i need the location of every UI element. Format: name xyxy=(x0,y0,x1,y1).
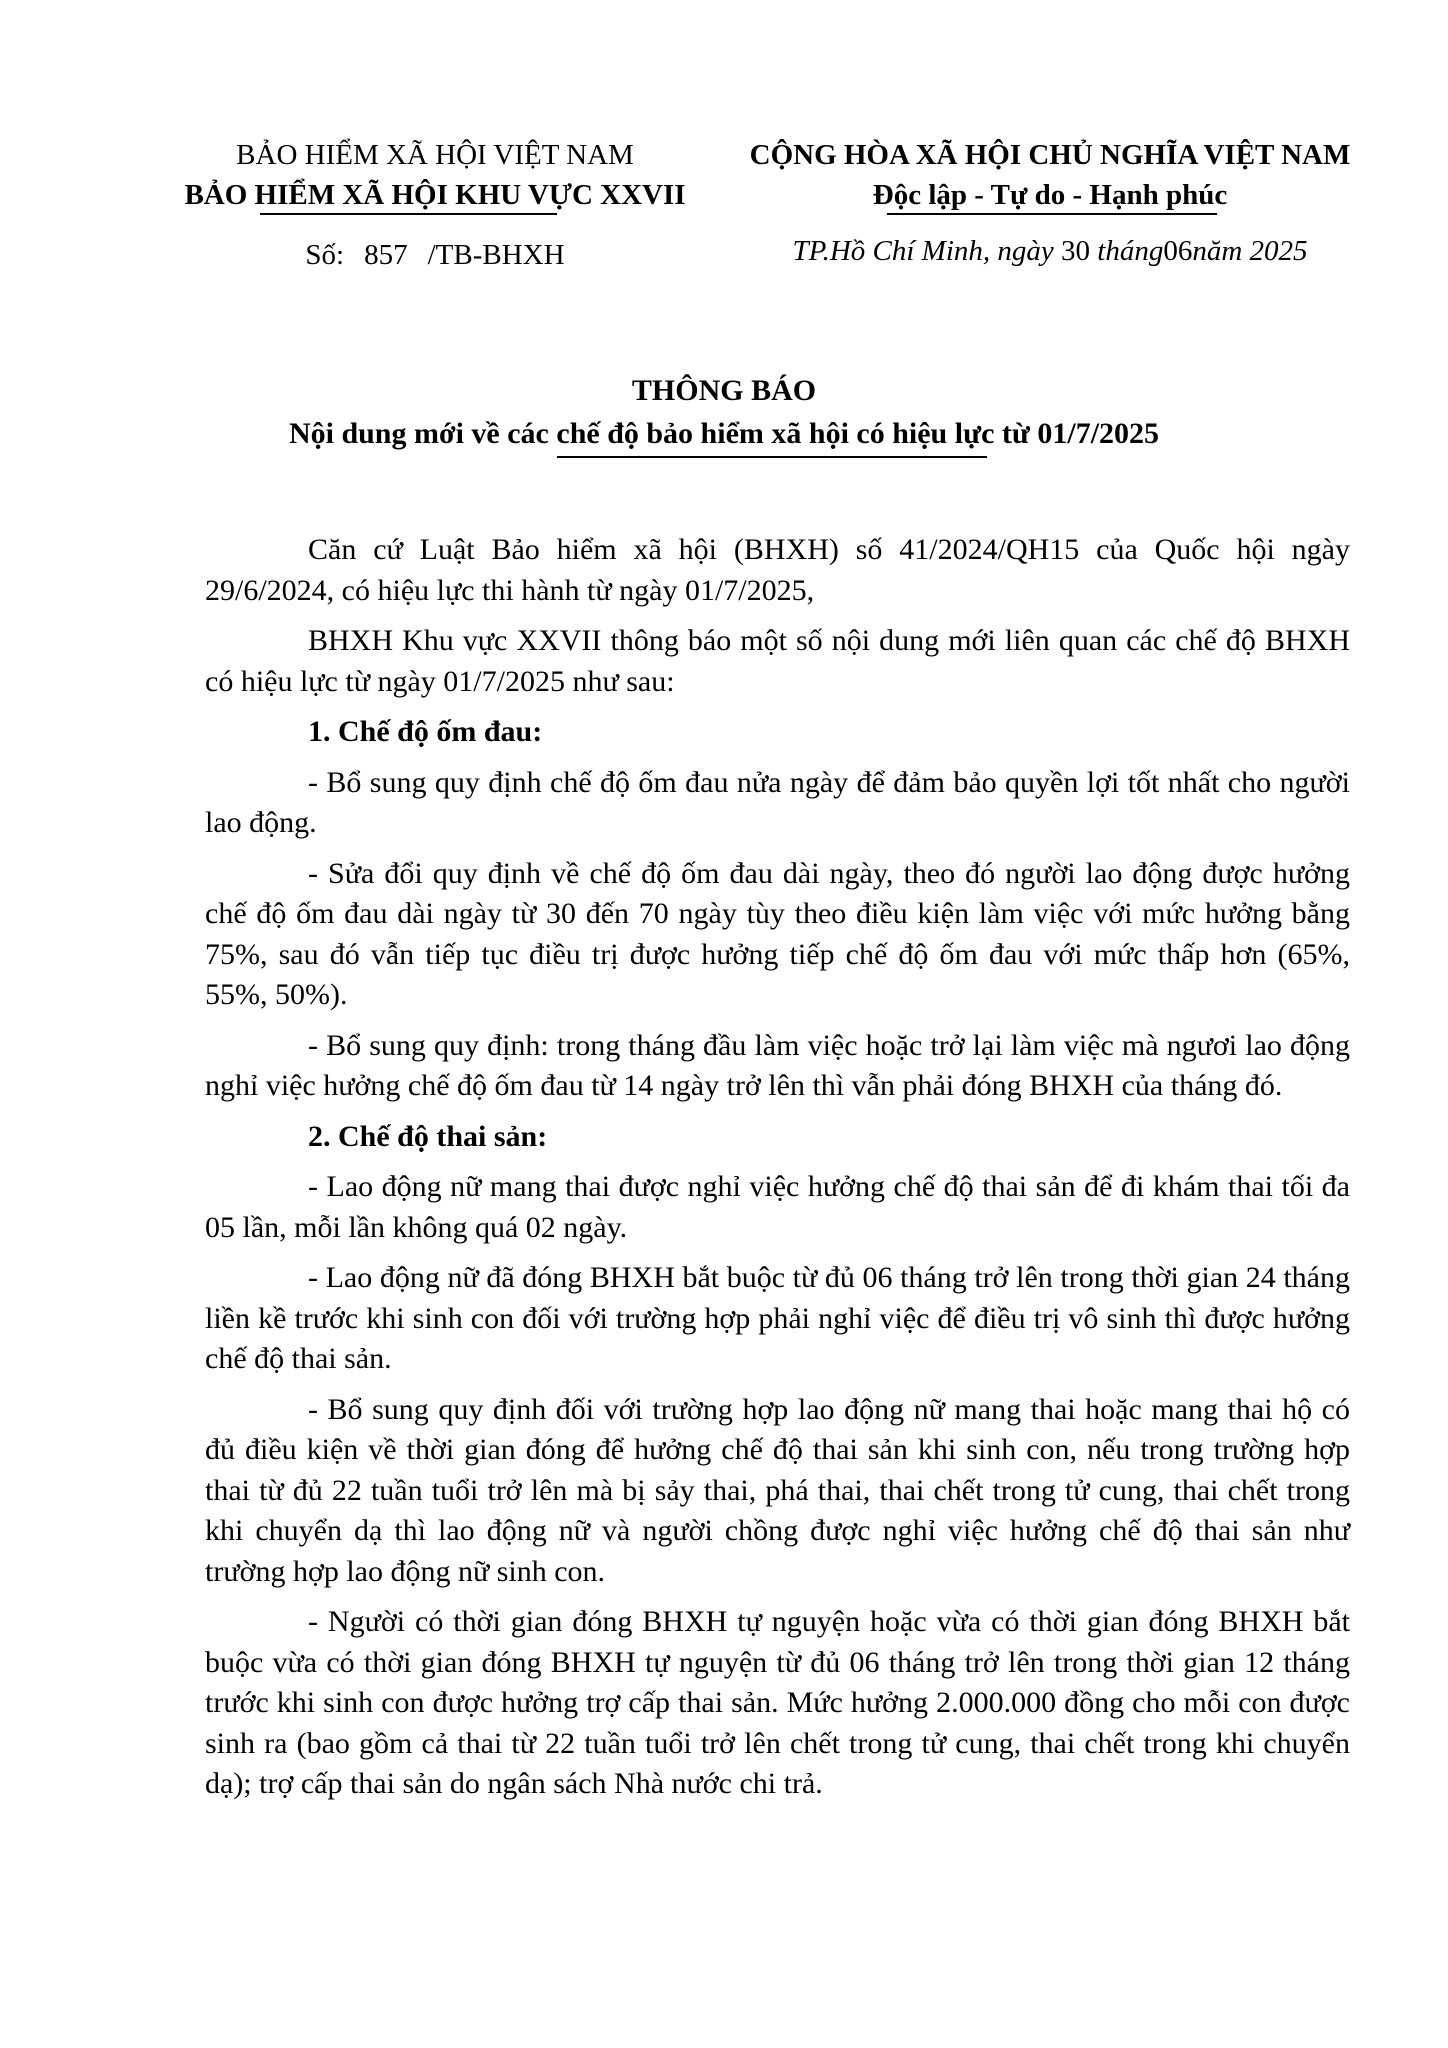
place-date-prefix: TP.Hồ Chí Minh, ngày xyxy=(792,235,1054,267)
maternity-item-1: - Lao động nữ mang thai được nghỉ việc hưởng chế độ thai sản để đi khám thai tối đa 05 lần, mỗi lần không quá 02 ngày. xyxy=(205,1170,1350,1244)
national-title-block xyxy=(740,135,1360,215)
issuing-agency-name: BẢO HIỂM XÃ HỘI KHU VỰC XXVII xyxy=(184,179,686,211)
maternity-item-2: - Lao động nữ đã đóng BHXH bắt buộc từ đủ 06 tháng trở lên trong thời gian 24 tháng liền kề trước khi sinh con đối với trường hợp phải nghỉ việc để điều trị vô sinh thì được hưởng chế độ thai sản. xyxy=(205,1261,1350,1375)
agency-underline xyxy=(260,213,557,215)
issuing-agency-block xyxy=(155,135,715,215)
section-heading-sickness: 1. Chế độ ốm đau: xyxy=(308,715,543,748)
national-motto: Độc lập - Tự do - Hạnh phúc xyxy=(872,179,1228,211)
sickness-item-1: - Bổ sung quy định chế độ ốm đau nửa ngày để đảm bảo quyền lợi tốt nhất cho người lao động. xyxy=(205,765,1350,839)
document-title: THÔNG BÁO xyxy=(631,374,817,407)
date-year: năm 2025 xyxy=(1192,235,1308,267)
docno-prefix: Số: xyxy=(305,239,345,271)
docno-suffix: /TB-BHXH xyxy=(427,239,565,271)
date-day: 30 xyxy=(1061,235,1091,267)
parent-agency-name: BẢO HIỂM XÃ HỘI VIỆT NAM xyxy=(236,139,634,171)
sickness-item-2: - Sửa đổi quy định về chế độ ốm đau dài ngày, theo đó người lao động được hưởng chế độ ốm đau dài ngày từ 30 đến 70 ngày tùy theo điều kiện làm việc với mức hưởng bằng 75%, sau đó vẫn tiếp tục điều trị được hưởng tiếp chế độ ốm đau với mức thấp hơn (65%, 55%, 50%). xyxy=(205,856,1350,1011)
maternity-item-3: - Bổ sung quy định đối với trường hợp lao động nữ mang thai hoặc mang thai hộ có đủ điều kiện về thời gian đóng để hưởng chế độ thai sản khi sinh con, nếu trong trường hợp thai từ đủ 22 tuần tuổi trở lên mà bị sảy thai, phá thai, thai chết trong tử cung, thai chết trong khi chuyển dạ thì lao động nữ và người chồng được nghỉ việc hưởng chế độ thai sản như trường hợp lao động nữ sinh con. xyxy=(205,1392,1350,1588)
date-month: 06 xyxy=(1163,235,1193,267)
section-heading-maternity: 2. Chế độ thai sản: xyxy=(308,1119,548,1153)
announcement-intro-paragraph: BHXH Khu vực XXVII thông báo một số nội dung mới liên quan các chế độ BHXH có hiệu lực từ ngày 01/7/2025 như sau: xyxy=(205,624,1350,698)
document-number xyxy=(155,235,715,275)
document-subtitle: Nội dung mới về các chế độ bảo hiểm xã hội có hiệu lực từ 01/7/2025 xyxy=(288,417,1160,450)
document-body xyxy=(205,530,1350,1815)
month-label: tháng xyxy=(1097,235,1164,267)
subtitle-underline xyxy=(557,456,987,458)
motto-underline xyxy=(887,213,1217,215)
sickness-item-3: - Bổ sung quy định: trong tháng đầu làm việc hoặc trở lại làm việc mà ngươi lao động nghỉ việc hưởng chế độ ốm đau từ 14 ngày trở lên thì vẫn phải đóng BHXH của tháng đó. xyxy=(205,1028,1350,1102)
place-and-date xyxy=(740,231,1360,271)
maternity-item-4: - Người có thời gian đóng BHXH tự nguyện hoặc vừa có thời gian đóng BHXH bắt buộc vừa có thời gian đóng BHXH tự nguyện từ đủ 06 tháng trở lên trong thời gian 12 tháng trước khi sinh con được hưởng trợ cấp thai sản. Mức hưởng 2.000.000 đồng cho mỗi con được sinh ra (bao gồm cả thai từ 22 tuần tuổi trở lên chết trong tử cung, thai chết trong khi chuyển dạ); trợ cấp thai sản do ngân sách Nhà nước chi trả. xyxy=(205,1605,1350,1800)
national-title: CỘNG HÒA XÃ HỘI CHỦ NGHĨA VIỆT NAM xyxy=(749,139,1351,171)
docno-number: 857 xyxy=(364,239,408,271)
legal-basis-paragraph: Căn cứ Luật Bảo hiểm xã hội (BHXH) số 41/2024/QH15 của Quốc hội ngày 29/6/2024, có hiệu lực thi hành từ ngày 01/7/2025, xyxy=(205,533,1350,607)
